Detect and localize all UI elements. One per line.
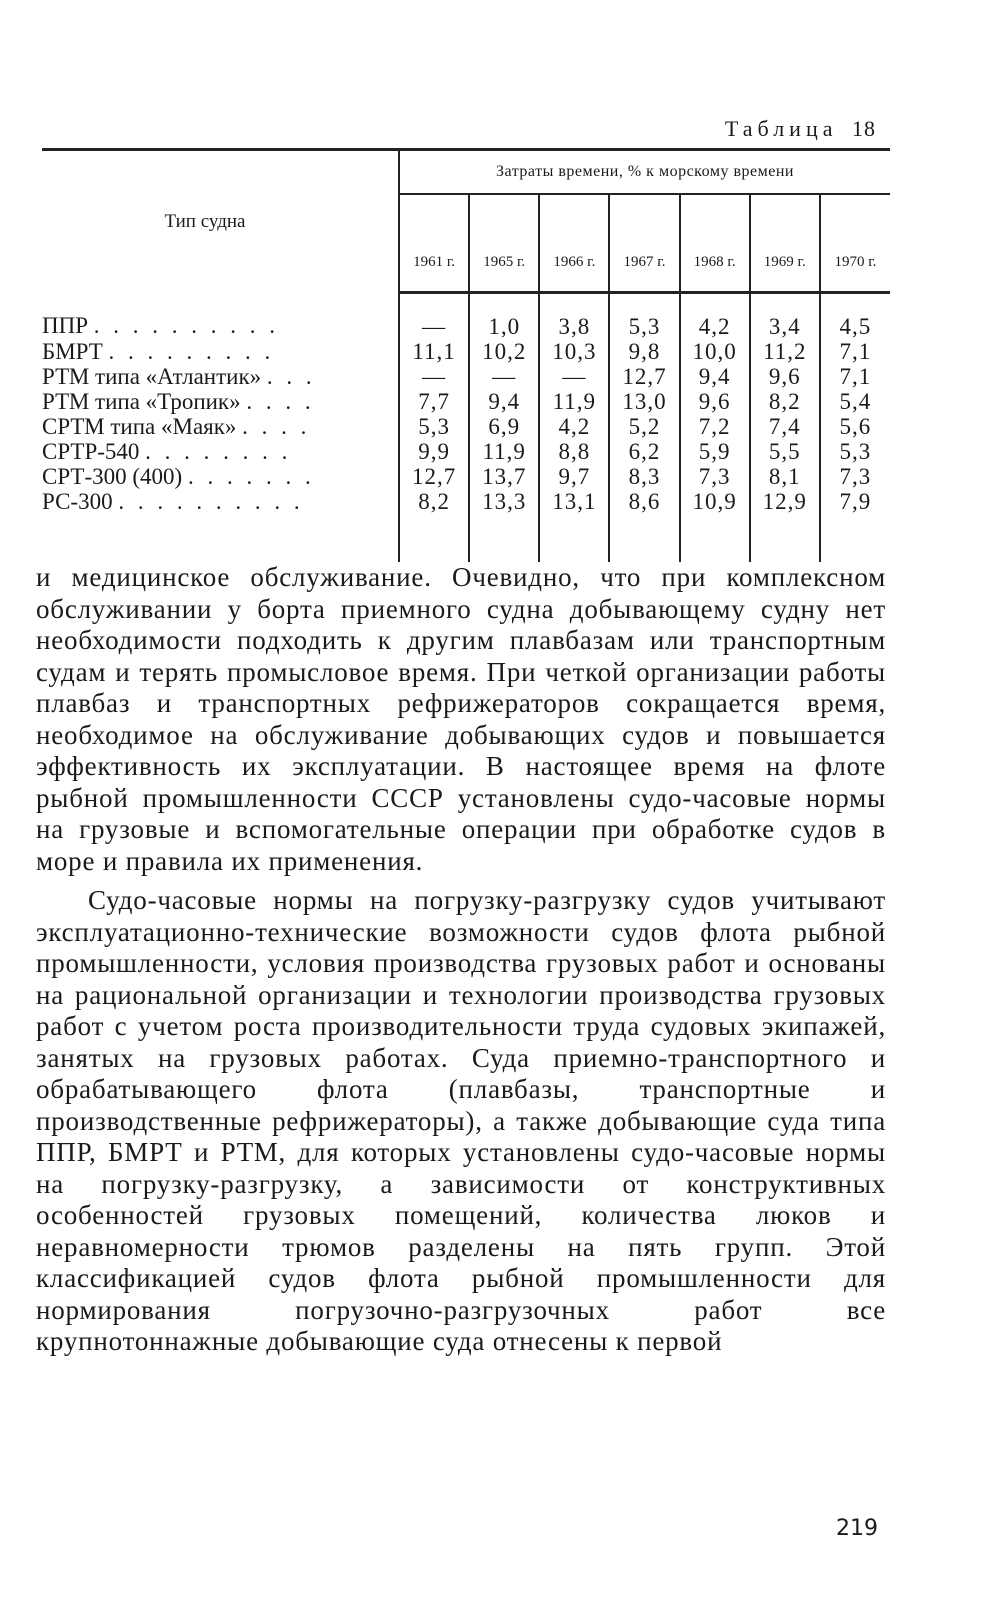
ship-type-cell bbox=[42, 339, 399, 364]
value-cell: — bbox=[399, 364, 469, 389]
spacer-cell bbox=[609, 514, 679, 562]
value-cell: 11,1 bbox=[399, 339, 469, 364]
spacer-cell bbox=[42, 514, 399, 562]
value-cell: 13,3 bbox=[469, 489, 539, 514]
value-cell: 7,2 bbox=[680, 414, 750, 439]
value-cell: 5,3 bbox=[399, 414, 469, 439]
value-cell: 6,9 bbox=[469, 414, 539, 439]
spacer-cell bbox=[539, 514, 609, 562]
value-cell: 12,7 bbox=[399, 464, 469, 489]
table-caption bbox=[725, 116, 876, 142]
value-cell: 10,0 bbox=[680, 339, 750, 364]
body-text bbox=[36, 562, 886, 1358]
spacer-cell bbox=[820, 514, 890, 562]
year-header: 1970 г. bbox=[820, 194, 890, 293]
value-cell: 4,2 bbox=[680, 293, 750, 340]
value-cell: 10,9 bbox=[680, 489, 750, 514]
dot-leader: . . . . . . . . bbox=[145, 439, 292, 464]
value-cell: 5,9 bbox=[680, 439, 750, 464]
value-cell: 8,3 bbox=[609, 464, 679, 489]
value-cell: 5,6 bbox=[820, 414, 890, 439]
value-cell: 8,2 bbox=[399, 489, 469, 514]
year-header: 1968 г. bbox=[680, 194, 750, 293]
value-cell: 5,4 bbox=[820, 389, 890, 414]
value-cell: 9,8 bbox=[609, 339, 679, 364]
value-cell: 8,1 bbox=[750, 464, 820, 489]
table-row bbox=[42, 364, 890, 389]
value-cell: 9,6 bbox=[750, 364, 820, 389]
ship-type-cell bbox=[42, 414, 399, 439]
value-cell: 9,7 bbox=[539, 464, 609, 489]
ship-type-cell bbox=[42, 489, 399, 514]
value-cell: — bbox=[399, 293, 469, 340]
value-cell: 3,4 bbox=[750, 293, 820, 340]
paragraph: и медицинское обслуживание. Очевидно, что при комплексном обслуживании у борта приемного судна добывающему судну нет необходимости подходить к другим плавбазам или транспортным судам и терять промысловое время. При четкой организации работы плавбаз и транспортных рефрижераторов сокращается время, необходимое на обслуживание добывающих судов и повышается эффективность их эксплуатации. В настоящее время на флоте рыбной промышленности СССР установлены судо-часовые нормы на грузовые и вспомогательные операции при обработке судов в море и правила их применения. bbox=[36, 562, 886, 876]
value-cell: 10,3 bbox=[539, 339, 609, 364]
ship-type-name: РТМ типа «Атлантик» bbox=[42, 364, 262, 389]
value-cell: 9,9 bbox=[399, 439, 469, 464]
value-cell: 7,3 bbox=[680, 464, 750, 489]
value-cell: 8,8 bbox=[539, 439, 609, 464]
value-cell: 5,2 bbox=[609, 414, 679, 439]
year-header: 1965 г. bbox=[469, 194, 539, 293]
dot-leader: . . . bbox=[266, 364, 316, 389]
value-cell: 5,3 bbox=[609, 293, 679, 340]
table-row bbox=[42, 489, 890, 514]
value-cell: 7,9 bbox=[820, 489, 890, 514]
value-cell: 7,3 bbox=[820, 464, 890, 489]
value-cell: 5,5 bbox=[750, 439, 820, 464]
value-cell: 9,4 bbox=[469, 389, 539, 414]
dot-leader: . . . . . . . . . . bbox=[93, 313, 280, 339]
ship-time-table bbox=[42, 148, 890, 562]
table-row bbox=[42, 439, 890, 464]
spacer-cell bbox=[680, 514, 750, 562]
value-cell: 7,4 bbox=[750, 414, 820, 439]
page-number: 219 bbox=[836, 1516, 878, 1541]
value-cell: — bbox=[539, 364, 609, 389]
value-cell: 9,4 bbox=[680, 364, 750, 389]
value-cell: 7,7 bbox=[399, 389, 469, 414]
table-row bbox=[42, 293, 890, 340]
ship-type-cell bbox=[42, 364, 399, 389]
value-cell: 9,6 bbox=[680, 389, 750, 414]
ship-type-name: БМРТ bbox=[42, 339, 103, 364]
value-cell: 13,7 bbox=[469, 464, 539, 489]
dot-leader: . . . . . . . . . . bbox=[118, 489, 304, 514]
value-cell: 13,0 bbox=[609, 389, 679, 414]
table-row bbox=[42, 464, 890, 489]
value-cell: 12,7 bbox=[609, 364, 679, 389]
value-cell: 3,8 bbox=[539, 293, 609, 340]
value-cell: 11,2 bbox=[750, 339, 820, 364]
ship-type-cell bbox=[42, 439, 399, 464]
dot-leader: . . . . bbox=[246, 389, 315, 414]
table-row bbox=[42, 339, 890, 364]
value-cell: 8,2 bbox=[750, 389, 820, 414]
value-cell: 7,1 bbox=[820, 364, 890, 389]
value-cell: 11,9 bbox=[539, 389, 609, 414]
year-header: 1961 г. bbox=[399, 194, 469, 293]
spacer-cell bbox=[399, 514, 469, 562]
table-caption-word: Таблица bbox=[724, 116, 838, 141]
paragraph: Судо-часовые нормы на погрузку-разгрузку судов учитывают эксплуатационно-технические возможности судов флота рыбной промышленности, условия производства грузовых работ и основаны на рациональной организации и технологии производства грузовых работ с учетом роста производительности труда судовых экипажей, занятых на грузовых работах. Суда приемно-транспортного и обрабатывающего флота (плавбазы, транспортные и производственные рефрижераторы), а также добывающие суда типа ППР, БМРТ и РТМ, для которых установлены судо-часовые нормы на погрузку-разгрузку, а зависимости от конструктивных особенностей грузовых помещений, количества люков и неравномерности трюмов разделены на пять групп. Этой классификацией судов флота рыбной промышленности для нормирования погрузочно-разгрузочных работ все крупнотоннажные добывающие суда отнесены к первой bbox=[36, 885, 886, 1356]
value-cell: 8,6 bbox=[609, 489, 679, 514]
dot-leader: . . . . bbox=[242, 414, 311, 439]
value-cell: 4,5 bbox=[820, 293, 890, 340]
value-cell: — bbox=[469, 364, 539, 389]
year-header: 1966 г. bbox=[539, 194, 609, 293]
value-cell: 12,9 bbox=[750, 489, 820, 514]
year-header: 1967 г. bbox=[609, 194, 679, 293]
ship-type-name: РТМ типа «Тропик» bbox=[42, 389, 241, 414]
ship-type-name: ППР bbox=[42, 313, 89, 339]
value-cell: 1,0 bbox=[469, 293, 539, 340]
ship-type-cell bbox=[42, 464, 399, 489]
table-caption-number: 18 bbox=[852, 116, 876, 141]
dot-leader: . . . . . . . . . bbox=[108, 339, 275, 364]
table-row bbox=[42, 414, 890, 439]
ship-type-name: СРТ-300 (400) bbox=[42, 464, 183, 489]
value-cell: 11,9 bbox=[469, 439, 539, 464]
value-cell: 4,2 bbox=[539, 414, 609, 439]
spacer-cell bbox=[469, 514, 539, 562]
ship-type-header: Тип судна bbox=[42, 150, 399, 293]
ship-type-cell bbox=[42, 389, 399, 414]
ship-type-cell bbox=[42, 293, 399, 340]
value-cell: 6,2 bbox=[609, 439, 679, 464]
ship-type-name: СРТР-540 bbox=[42, 439, 140, 464]
dot-leader: . . . . . . . bbox=[187, 464, 315, 489]
table-row bbox=[42, 389, 890, 414]
spacer-cell bbox=[750, 514, 820, 562]
ship-type-name: РС-300 bbox=[42, 489, 113, 514]
time-cost-header: Затраты времени, % к морскому времени bbox=[399, 150, 890, 195]
value-cell: 13,1 bbox=[539, 489, 609, 514]
ship-type-name: СРТМ типа «Маяк» bbox=[42, 414, 237, 439]
year-header: 1969 г. bbox=[750, 194, 820, 293]
table-spacer-row bbox=[42, 514, 890, 562]
value-cell: 10,2 bbox=[469, 339, 539, 364]
value-cell: 7,1 bbox=[820, 339, 890, 364]
value-cell: 5,3 bbox=[820, 439, 890, 464]
